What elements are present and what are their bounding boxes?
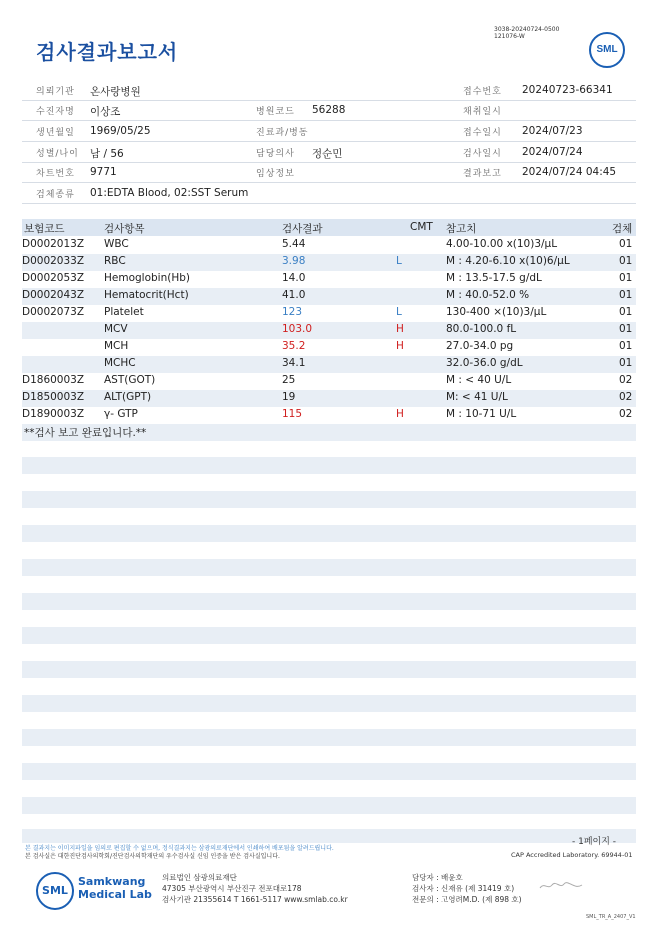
- accreditation-note: 본 검사실은 대한진단검사의학회/진단검사의학재단의 우수검사실 신임 인증을 받은 검사실입니다.: [25, 853, 280, 860]
- empty-row: [22, 661, 636, 678]
- info-label: 생년월일: [36, 128, 75, 138]
- info-value: 9771: [90, 166, 117, 178]
- test-result: 123: [282, 306, 303, 318]
- test-item: Hematocrit(Hct): [104, 289, 189, 301]
- info-label: 채취일시: [463, 107, 502, 117]
- specimen-code: 01: [619, 255, 633, 267]
- disclaimer-note: 본 결과지는 이미지파일을 임의로 편집할 수 없으며, 정식결과지는 삼광의료재단에서 인쇄하여 배포됨을 알려드립니다.: [25, 845, 334, 852]
- test-result: 115: [282, 408, 303, 420]
- specimen-code: 01: [619, 272, 633, 284]
- empty-row: [22, 457, 636, 474]
- result-table-header: [22, 219, 636, 236]
- test-item: RBC: [104, 255, 126, 267]
- specimen-code: 01: [619, 289, 633, 301]
- specimen-code: 01: [619, 323, 633, 335]
- header-item: 검사항목: [104, 223, 145, 235]
- reference-range: M: < 41 U/L: [446, 391, 508, 403]
- info-label: 결과보고: [463, 169, 502, 179]
- insurance-code: D0002073Z: [22, 306, 85, 318]
- info-label: 차트번호: [36, 169, 75, 179]
- page-number: - 1페이지 -: [572, 837, 617, 847]
- info-value: 2024/07/24 04:45: [522, 166, 617, 178]
- test-item: γ- GTP: [104, 408, 138, 420]
- info-value: 2024/07/23: [522, 125, 583, 137]
- reference-range: M : 13.5-17.5 g/dL: [446, 272, 542, 284]
- test-item: MCHC: [104, 357, 136, 369]
- info-value: 01:EDTA Blood, 02:SST Serum: [90, 187, 249, 199]
- test-result: 25: [282, 374, 296, 386]
- info-label: 담당의사: [256, 149, 295, 159]
- info-label: 수진자명: [36, 107, 75, 117]
- info-row: [22, 162, 636, 183]
- test-result: 5.44: [282, 238, 306, 250]
- lab-name: Samkwang Medical Lab: [78, 875, 152, 901]
- info-row: [22, 183, 636, 204]
- document-id: 3038-20240724-0500 121076-W: [494, 26, 560, 40]
- table-row: [22, 254, 636, 271]
- test-result: 14.0: [282, 272, 306, 284]
- specimen-code: 02: [619, 374, 633, 386]
- abnormal-flag: H: [396, 340, 404, 352]
- info-label: 진료과/병동: [256, 128, 309, 138]
- empty-row: [22, 763, 636, 780]
- insurance-code: D1860003Z: [22, 374, 85, 386]
- table-row: [22, 390, 636, 407]
- lab-staff: 담당자 : 배윤호 검사자 : 신재유 (제 31419 호) 전문의 : 고영려M.D. (제 898 호): [412, 873, 522, 904]
- table-row: [22, 322, 636, 339]
- report-title: 검사결과보고서: [36, 40, 179, 64]
- reference-range: M : < 40 U/L: [446, 374, 512, 386]
- info-value: 1969/05/25: [90, 125, 151, 137]
- test-item: MCH: [104, 340, 129, 352]
- reference-range: 32.0-36.0 g/dL: [446, 357, 523, 369]
- empty-row: [22, 829, 636, 843]
- specimen-code: 01: [619, 340, 633, 352]
- test-item: ALT(GPT): [104, 391, 152, 403]
- empty-row: [22, 627, 636, 644]
- header-spec: 검체: [612, 223, 633, 235]
- abnormal-flag: L: [396, 255, 402, 267]
- cap-accreditation: CAP Accredited Laboratory. 69944-01: [511, 851, 633, 859]
- empty-row: [22, 559, 636, 576]
- test-item: WBC: [104, 238, 129, 250]
- specimen-code: 01: [619, 306, 633, 318]
- test-result: 3.98: [282, 255, 306, 267]
- specimen-code: 02: [619, 408, 633, 420]
- test-item: AST(GOT): [104, 374, 156, 386]
- test-result: 35.2: [282, 340, 306, 352]
- insurance-code: D0002033Z: [22, 255, 85, 267]
- insurance-code: D1890003Z: [22, 408, 85, 420]
- abnormal-flag: H: [396, 323, 404, 335]
- header-ref: 참고치: [446, 223, 477, 235]
- table-row: [22, 305, 636, 322]
- footer-sml-logo: SML: [36, 872, 74, 910]
- header-result: 검사결과: [282, 223, 323, 235]
- form-id: SML_TR_A_2407_V1: [586, 914, 636, 920]
- table-row: [22, 373, 636, 390]
- info-value: 정순민: [312, 148, 343, 160]
- empty-row: [22, 729, 636, 746]
- test-item: Hemoglobin(Hb): [104, 272, 191, 284]
- info-row: [22, 100, 636, 121]
- insurance-code: D1850003Z: [22, 391, 85, 403]
- info-label: 검체종류: [36, 190, 75, 200]
- reference-range: 4.00-10.00 x(10)3/μL: [446, 238, 558, 250]
- info-row: [22, 80, 636, 101]
- info-value: 남 / 56: [90, 148, 124, 160]
- insurance-code: D0002053Z: [22, 272, 85, 284]
- lab-address: 의료법인 삼광의료재단 47305 부산광역시 부산진구 전포대로178 검사기관 21355614 T 1661-5117 www.smlab.co.kr: [162, 873, 348, 904]
- header-code: 보험코드: [24, 223, 65, 235]
- reference-range: 80.0-100.0 fL: [446, 323, 517, 335]
- info-label: 병원코드: [256, 107, 295, 117]
- insurance-code: D0002043Z: [22, 289, 85, 301]
- test-item: MCV: [104, 323, 128, 335]
- reference-range: M : 40.0-52.0 %: [446, 289, 530, 301]
- test-result: 103.0: [282, 323, 313, 335]
- info-label: 성별/나이: [36, 149, 79, 159]
- info-value: 20240723-66341: [522, 84, 613, 96]
- reference-range: M : 10-71 U/L: [446, 408, 517, 420]
- completion-text: **검사 보고 완료입니다.**: [24, 427, 147, 439]
- info-row: [22, 121, 636, 142]
- table-row: [22, 407, 636, 424]
- info-value: 2024/07/24: [522, 146, 583, 158]
- info-value: 56288: [312, 104, 346, 116]
- abnormal-flag: H: [396, 408, 404, 420]
- table-row: [22, 271, 636, 288]
- table-row: [22, 288, 636, 305]
- header-cmt: CMT: [410, 221, 433, 233]
- table-row: [22, 339, 636, 356]
- empty-row: [22, 695, 636, 712]
- test-item: Platelet: [104, 306, 144, 318]
- specimen-code: 02: [619, 391, 633, 403]
- table-row: [22, 356, 636, 373]
- test-result: 19: [282, 391, 296, 403]
- info-value: 온사랑병원: [90, 86, 141, 98]
- info-label: 의뢰기관: [36, 87, 75, 97]
- info-row: [22, 142, 636, 163]
- insurance-code: D0002013Z: [22, 238, 85, 250]
- info-label: 임상정보: [256, 169, 295, 179]
- reference-range: 27.0-34.0 pg: [446, 340, 514, 352]
- signature-scribble: [538, 880, 586, 892]
- empty-row: [22, 797, 636, 814]
- info-label: 접수번호: [463, 87, 502, 97]
- empty-row: [22, 593, 636, 610]
- specimen-code: 01: [619, 357, 633, 369]
- reference-range: M : 4.20-6.10 x(10)6/μL: [446, 255, 570, 267]
- info-value: 이상조: [90, 106, 121, 118]
- test-result: 41.0: [282, 289, 306, 301]
- reference-range: 130-400 ×(10)3/μL: [446, 306, 547, 318]
- table-row: [22, 237, 636, 254]
- sml-logo: SML: [589, 32, 625, 68]
- empty-row: [22, 525, 636, 542]
- specimen-code: 01: [619, 238, 633, 250]
- empty-row: [22, 491, 636, 508]
- info-label: 검사일시: [463, 149, 502, 159]
- completion-row: [22, 424, 636, 441]
- test-result: 34.1: [282, 357, 306, 369]
- info-label: 접수일시: [463, 128, 502, 138]
- abnormal-flag: L: [396, 306, 402, 318]
